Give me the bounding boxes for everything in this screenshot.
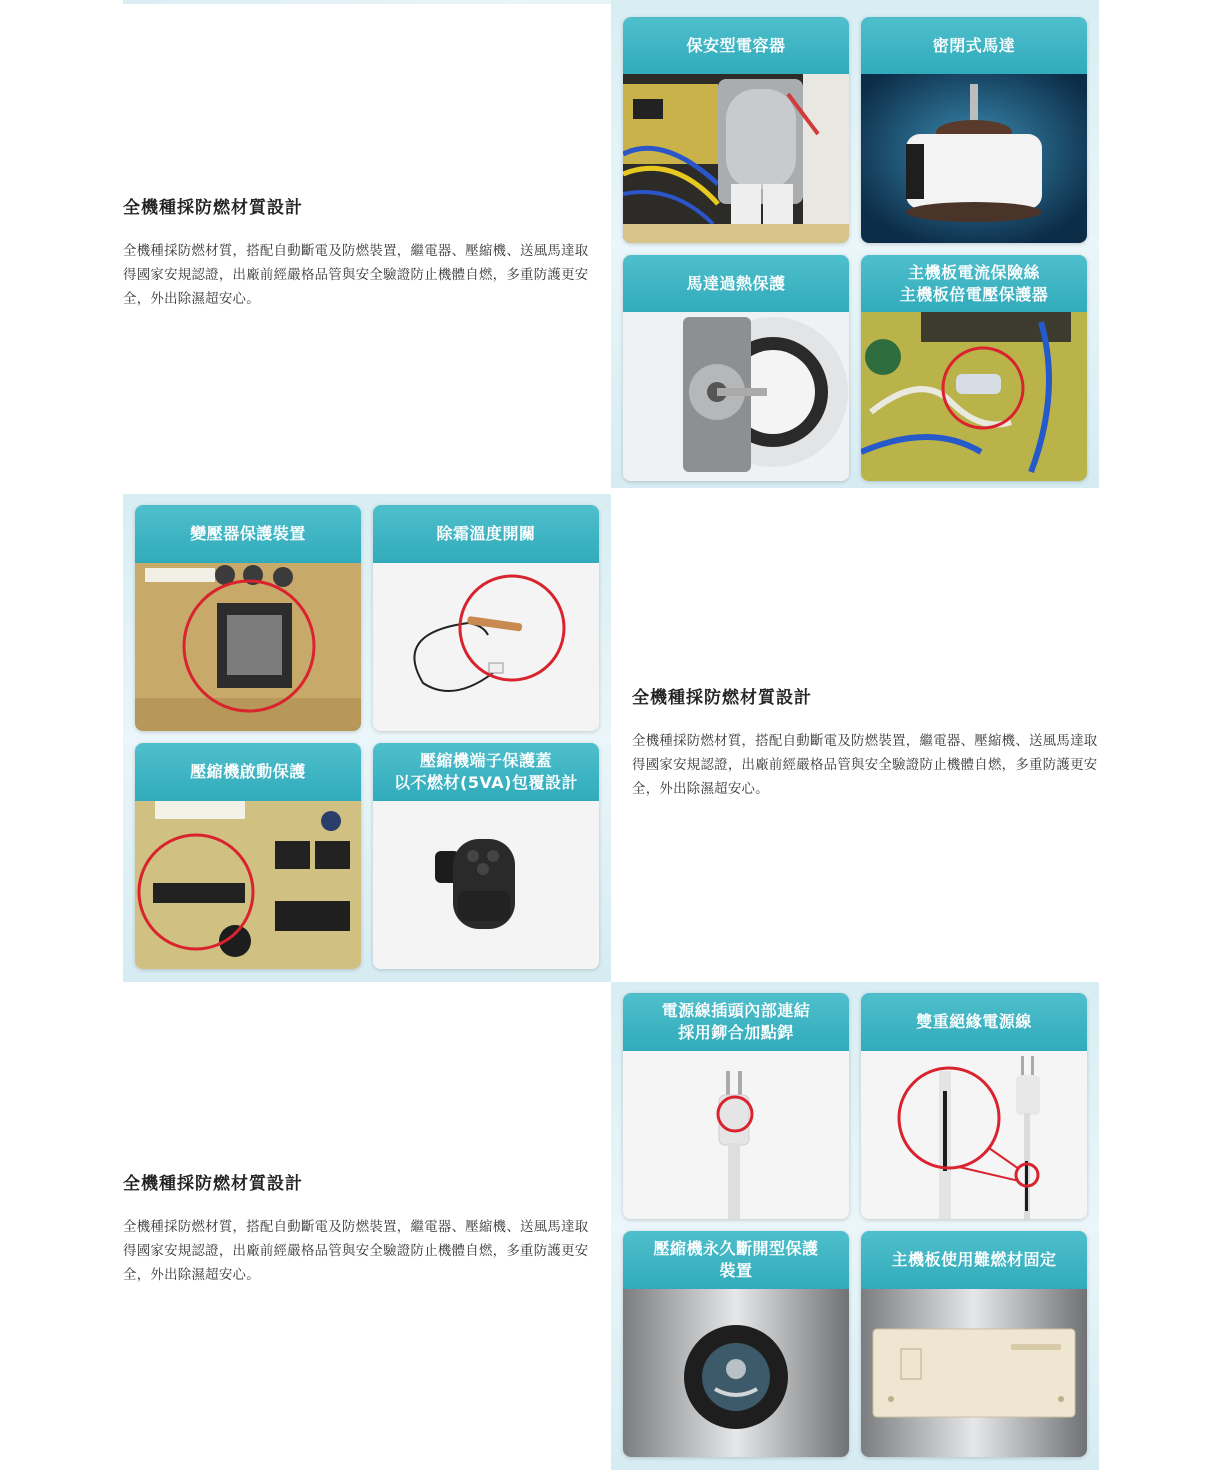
pcb-chip-photo xyxy=(135,801,361,969)
feature-card xyxy=(861,993,1087,1219)
feature-card-panel xyxy=(123,494,611,982)
card-title: 保安型電容器 xyxy=(623,17,849,74)
feature-description: 全機種採防燃材質，搭配自動斷電及防燃裝置，繼電器、壓縮機、送風馬達取得國家安規認證，出廠前經嚴格品管與安全驗證防止機體自燃，多重防護更安全，外出除濕超安心。 xyxy=(632,734,1098,797)
feature-description: 全機種採防燃材質，搭配自動斷電及防燃裝置，繼電器、壓縮機、送風馬達取得國家安規認證，出廠前經嚴格品管與安全驗證防止機體自燃，多重防護更安全，外出除濕超安心。 xyxy=(123,244,589,307)
feature-card xyxy=(135,743,361,969)
feature-text-3 xyxy=(123,1169,593,1288)
card-title: 電源線插頭內部連結 採用鉚合加點銲 xyxy=(623,993,849,1051)
capacitor-photo xyxy=(623,74,849,243)
feature-card xyxy=(861,17,1087,243)
power-cord-photo xyxy=(861,1051,1087,1219)
feature-card xyxy=(373,743,599,969)
feature-card xyxy=(623,993,849,1219)
card-title: 壓縮機永久斷開型保護 裝置 xyxy=(623,1231,849,1289)
overload-protector-photo xyxy=(623,1289,849,1457)
card-title: 馬達過熱保護 xyxy=(623,255,849,312)
motor-overheat-photo xyxy=(623,312,849,481)
card-title: 變壓器保護裝置 xyxy=(135,505,361,563)
card-title: 雙重絕緣電源線 xyxy=(861,993,1087,1051)
feature-card xyxy=(373,505,599,731)
card-title: 密閉式馬達 xyxy=(861,17,1087,74)
plug-photo xyxy=(623,1051,849,1219)
terminal-cover-photo xyxy=(373,801,599,969)
fuse-photo xyxy=(861,312,1087,481)
board-case-photo xyxy=(861,1289,1087,1457)
feature-section-3 xyxy=(123,982,1099,1470)
feature-section-2 xyxy=(123,494,1099,982)
feature-card xyxy=(623,255,849,481)
card-title: 壓縮機啟動保護 xyxy=(135,743,361,801)
thermostat-sensor-photo xyxy=(373,563,599,731)
feature-heading: 全機種採防燃材質設計 xyxy=(632,688,812,708)
feature-heading: 全機種採防燃材質設計 xyxy=(123,198,303,218)
card-title: 壓縮機端子保護蓋 以不燃材(5VA)包覆設計 xyxy=(373,743,599,801)
feature-text-2 xyxy=(632,683,1102,802)
card-title: 主機板使用難燃材固定 xyxy=(861,1231,1087,1289)
feature-text-1 xyxy=(123,193,593,312)
feature-description: 全機種採防燃材質，搭配自動斷電及防燃裝置，繼電器、壓縮機、送風馬達取得國家安規認證，出廠前經嚴格品管與安全驗證防止機體自燃，多重防護更安全，外出除濕超安心。 xyxy=(123,1220,589,1283)
motor-photo xyxy=(861,74,1087,243)
transformer-photo xyxy=(135,563,361,731)
feature-card-panel xyxy=(611,982,1099,1470)
feature-card xyxy=(623,17,849,243)
feature-card xyxy=(861,255,1087,481)
card-title: 除霜溫度開關 xyxy=(373,505,599,563)
card-title: 主機板電流保險絲 主機板倍電壓保護器 xyxy=(861,255,1087,312)
feature-card xyxy=(623,1231,849,1457)
feature-section-1 xyxy=(123,0,1099,488)
feature-card xyxy=(861,1231,1087,1457)
feature-card xyxy=(135,505,361,731)
feature-heading: 全機種採防燃材質設計 xyxy=(123,1174,303,1194)
feature-card-panel xyxy=(611,0,1099,488)
